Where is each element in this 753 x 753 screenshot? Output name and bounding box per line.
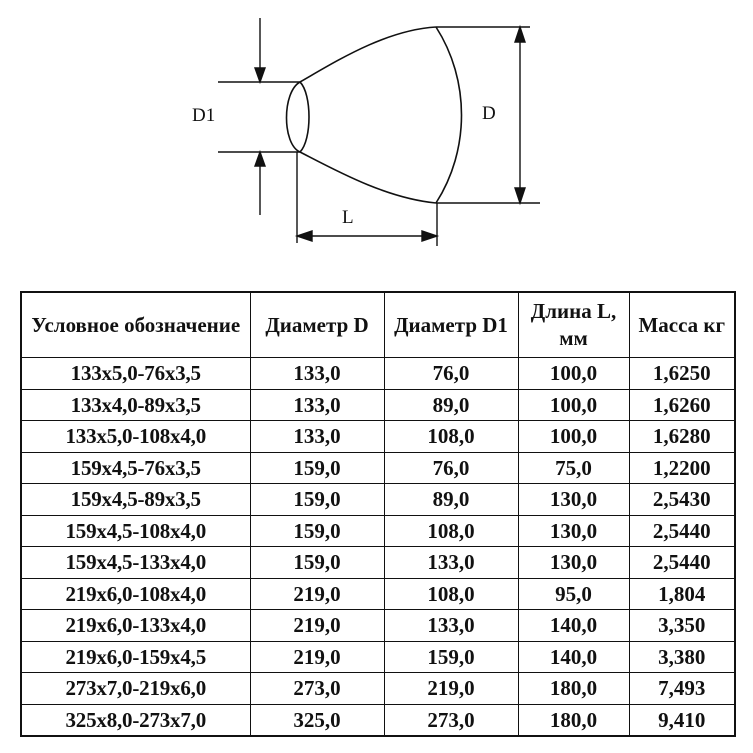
cell-diameter-d1: 108,0 [384,578,518,610]
cell-mass: 2,5430 [629,484,735,516]
cell-length: 180,0 [518,704,629,736]
table-row [21,673,735,705]
col-header-diameter-d: Диаметр D [250,292,384,358]
cell-diameter-d: 159,0 [250,452,384,484]
cell-mass: 9,410 [629,704,735,736]
cell-diameter-d1: 273,0 [384,704,518,736]
reducer-drawing [0,0,753,280]
cell-mass: 2,5440 [629,515,735,547]
table-row [21,484,735,516]
cell-designation: 159x4,5-133x4,0 [21,547,250,579]
cell-diameter-d: 219,0 [250,578,384,610]
cell-diameter-d: 219,0 [250,610,384,642]
table-row [21,389,735,421]
cell-length: 100,0 [518,358,629,390]
cell-designation: 133x5,0-76x3,5 [21,358,250,390]
table-row [21,452,735,484]
cell-designation: 219x6,0-108x4,0 [21,578,250,610]
cell-diameter-d1: 108,0 [384,515,518,547]
cell-diameter-d1: 159,0 [384,641,518,673]
table-row [21,358,735,390]
cell-diameter-d: 133,0 [250,389,384,421]
cell-length: 100,0 [518,389,629,421]
cell-designation: 159x4,5-76x3,5 [21,452,250,484]
cell-diameter-d: 159,0 [250,515,384,547]
cell-mass: 1,6250 [629,358,735,390]
cell-mass: 7,493 [629,673,735,705]
cell-designation: 219x6,0-159x4,5 [21,641,250,673]
cell-length: 100,0 [518,421,629,453]
cell-diameter-d1: 133,0 [384,547,518,579]
cell-diameter-d: 219,0 [250,641,384,673]
cell-diameter-d: 133,0 [250,358,384,390]
table-row [21,578,735,610]
cell-diameter-d1: 219,0 [384,673,518,705]
cell-diameter-d: 273,0 [250,673,384,705]
table-row [21,704,735,736]
cell-mass: 3,380 [629,641,735,673]
cell-mass: 1,2200 [629,452,735,484]
spec-table [20,291,736,737]
table-row [21,641,735,673]
reducer-outline [287,27,462,203]
cell-length: 75,0 [518,452,629,484]
cell-diameter-d1: 133,0 [384,610,518,642]
cell-length: 130,0 [518,515,629,547]
label-l: L [342,207,354,228]
cell-mass: 3,350 [629,610,735,642]
cell-diameter-d: 133,0 [250,421,384,453]
cell-designation: 159x4,5-89x3,5 [21,484,250,516]
cell-diameter-d1: 108,0 [384,421,518,453]
table-header-row [21,292,735,358]
cell-mass: 1,6260 [629,389,735,421]
cell-designation: 133x4,0-89x3,5 [21,389,250,421]
cell-designation: 219x6,0-133x4,0 [21,610,250,642]
cell-mass: 1,6280 [629,421,735,453]
cell-length: 130,0 [518,484,629,516]
cell-diameter-d1: 76,0 [384,358,518,390]
cell-designation: 273x7,0-219x6,0 [21,673,250,705]
cell-designation: 325x8,0-273x7,0 [21,704,250,736]
col-header-diameter-d1: Диаметр D1 [384,292,518,358]
cell-mass: 1,804 [629,578,735,610]
table-row [21,421,735,453]
cell-mass: 2,5440 [629,547,735,579]
cell-diameter-d1: 89,0 [384,484,518,516]
cell-diameter-d1: 76,0 [384,452,518,484]
table-row [21,610,735,642]
cell-diameter-d: 159,0 [250,547,384,579]
cell-length: 95,0 [518,578,629,610]
label-d1: D1 [192,105,216,126]
cell-length: 140,0 [518,610,629,642]
cell-length: 180,0 [518,673,629,705]
cell-designation: 159x4,5-108x4,0 [21,515,250,547]
cell-designation: 133x5,0-108x4,0 [21,421,250,453]
cell-diameter-d: 325,0 [250,704,384,736]
table-row [21,515,735,547]
cell-length: 140,0 [518,641,629,673]
col-header-mass: Масса кг [629,292,735,358]
table-row [21,547,735,579]
cell-diameter-d: 159,0 [250,484,384,516]
col-header-designation: Условное обозначение [21,292,250,358]
label-d: D [482,103,496,124]
cell-diameter-d1: 89,0 [384,389,518,421]
cell-length: 130,0 [518,547,629,579]
dimension-lines [218,18,540,246]
col-header-length: Длина L, мм [518,292,629,358]
